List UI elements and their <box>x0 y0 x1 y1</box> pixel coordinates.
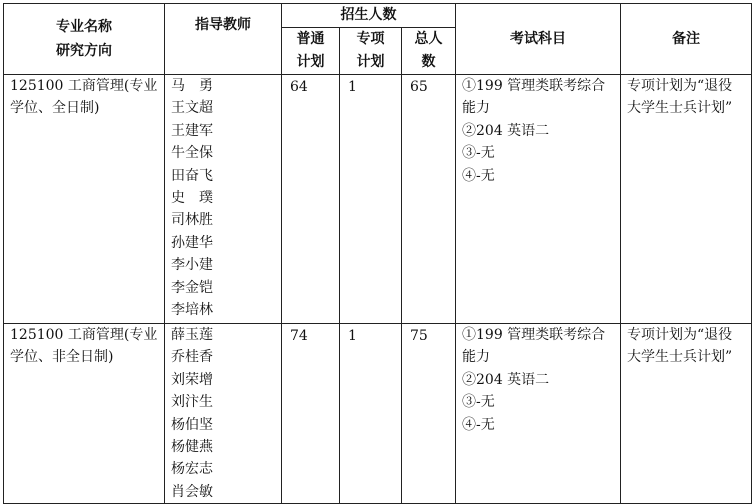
exam-header <box>456 4 621 75</box>
remark-line: 专项计划为“退役 <box>627 78 733 94</box>
remark-line: 大学生士兵计划” <box>627 100 733 117</box>
total-header-line2: 数 <box>421 54 436 70</box>
teacher-name: 司林胜 <box>171 212 213 229</box>
major-cell <box>4 75 165 324</box>
total-header <box>402 28 456 75</box>
teacher-name: 田奋飞 <box>171 167 213 184</box>
teacher-name: 牛全保 <box>171 145 213 162</box>
remark-header <box>621 4 752 75</box>
teacher-name: 王建军 <box>171 122 213 139</box>
teacher-name: 李金铠 <box>171 279 213 296</box>
major-header-line2: 研究方向 <box>56 43 112 59</box>
exam-line: ①199 管理类联考综合 <box>462 327 606 343</box>
teacher-name: 马 勇 <box>171 78 213 94</box>
special-plan-value: 1 <box>340 324 402 504</box>
major-line: 125100 工商管理(专业 <box>10 327 158 343</box>
exam-line: ②204 英语二 <box>462 371 550 388</box>
remark-header-label: 备注 <box>672 30 700 47</box>
header-row-1 <box>4 4 752 28</box>
teacher-header <box>165 4 282 75</box>
general-header-line1: 普通 <box>296 31 325 47</box>
remark-cell <box>621 324 752 504</box>
exam-line: ①199 管理类联考综合 <box>462 78 606 94</box>
teacher-name: 王文超 <box>171 100 213 117</box>
teacher-header-label: 指导教师 <box>195 17 251 33</box>
total-value: 65 <box>402 75 456 324</box>
teacher-name: 杨宏志 <box>171 461 213 478</box>
general-plan-header <box>282 28 340 75</box>
admissions-table <box>3 3 752 504</box>
teacher-name: 李小建 <box>171 257 213 274</box>
enroll-header <box>282 4 456 28</box>
total-value: 75 <box>402 324 456 504</box>
teacher-list <box>165 75 282 324</box>
teacher-name: 孙建华 <box>171 234 213 251</box>
teacher-name: 史 璞 <box>171 190 213 207</box>
major-header-line1: 专业名称 <box>56 19 112 35</box>
enroll-header-label: 招生人数 <box>340 7 397 23</box>
teacher-name: 肖会敏 <box>171 483 213 500</box>
teacher-name: 杨健燕 <box>171 439 213 456</box>
remark-line: 大学生士兵计划” <box>627 349 733 366</box>
general-header-line2: 计划 <box>296 54 325 70</box>
table-row <box>4 75 752 324</box>
exam-line: ④-无 <box>462 416 495 433</box>
special-plan-value: 1 <box>340 75 402 324</box>
total-header-line1: 总人 <box>414 31 443 47</box>
teacher-list <box>165 324 282 504</box>
major-line: 学位、全日制) <box>10 100 100 117</box>
exam-line: ③-无 <box>462 394 495 411</box>
special-header-line2: 计划 <box>356 54 385 70</box>
teacher-name: 薛玉莲 <box>171 327 213 343</box>
major-line: 学位、非全日制) <box>10 349 114 366</box>
exam-line: ③-无 <box>462 145 495 162</box>
teacher-name: 乔桂香 <box>171 349 213 366</box>
teacher-name: 李培林 <box>171 302 213 319</box>
exam-header-label: 考试科目 <box>510 30 566 47</box>
major-header <box>4 4 165 75</box>
general-plan-value: 64 <box>282 75 340 324</box>
exam-subjects <box>456 324 621 504</box>
remark-cell <box>621 75 752 324</box>
general-plan-value: 74 <box>282 324 340 504</box>
special-plan-header <box>340 28 402 75</box>
exam-subjects <box>456 75 621 324</box>
remark-line: 专项计划为“退役 <box>627 327 733 343</box>
major-cell <box>4 324 165 504</box>
teacher-name: 刘荣增 <box>171 371 213 388</box>
table-row <box>4 324 752 504</box>
exam-line: 能力 <box>462 100 490 117</box>
teacher-name: 杨伯坚 <box>171 416 213 433</box>
exam-line: ④-无 <box>462 167 495 184</box>
exam-line: 能力 <box>462 349 490 366</box>
exam-line: ②204 英语二 <box>462 122 550 139</box>
teacher-name: 刘汴生 <box>171 394 213 411</box>
special-header-line1: 专项 <box>356 31 385 47</box>
major-line: 125100 工商管理(专业 <box>10 78 158 94</box>
